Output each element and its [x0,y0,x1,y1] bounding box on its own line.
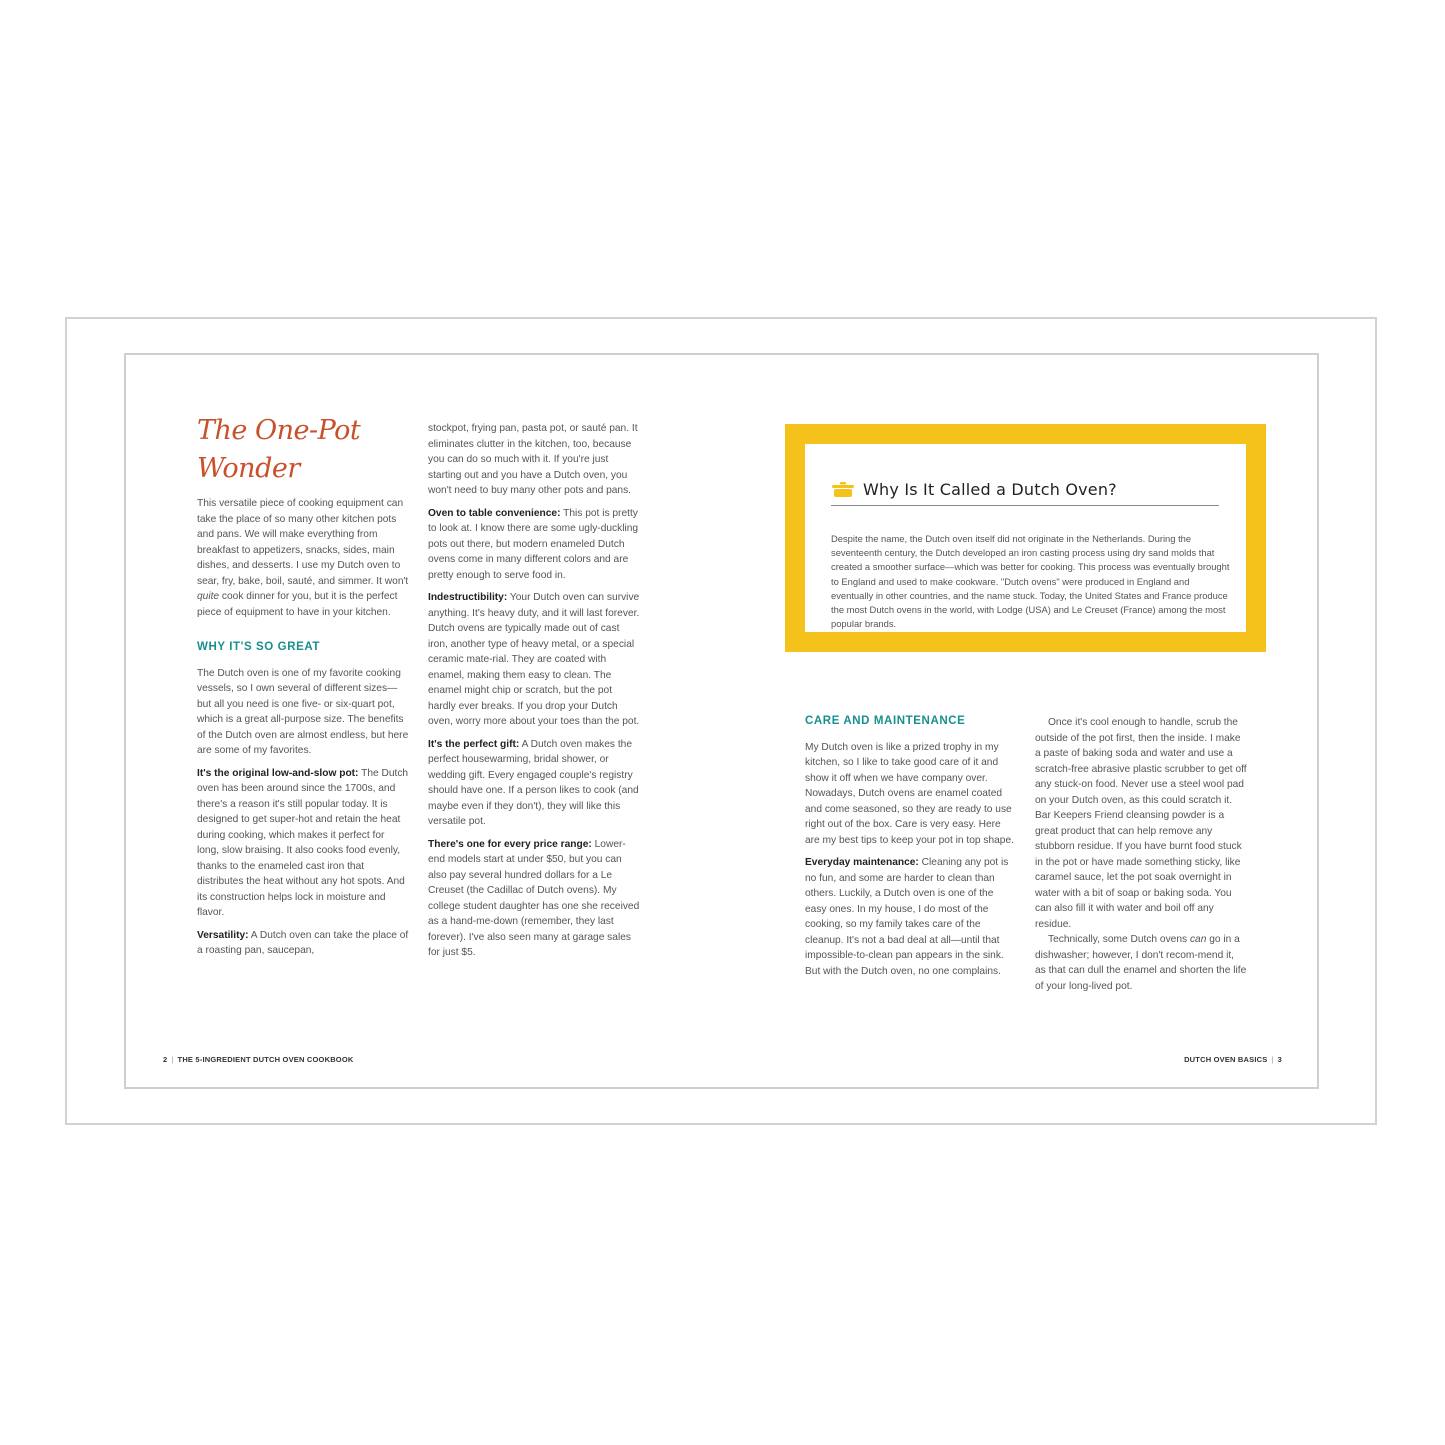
sidebar-title-row [831,480,1219,506]
left-footer: 2 | THE 5-INGREDIENT DUTCH OVEN COOKBOOK [163,1055,354,1064]
intro-paragraph: This versatile piece of cooking equipment can take the place of so many other kitchen pots and pans. We will make everything from breakfast to appetizers, snacks, sides, main dishes, and desserts. I use my Dutch oven to sear, fry, bake, boil, sauté, and simmer. It won't quite cook dinner for you, but it is the perfect piece of equipment to have in your kitchen. [197,498,409,618]
right-column-1 [805,694,1017,979]
benefit-item: Versatility: A Dutch oven can take the place of a roasting pan, saucepan, [197,929,409,956]
right-column-2 [1035,715,1247,994]
sidebar-title: Why Is It Called a Dutch Oven? [863,480,1117,499]
section-heading-why: WHY IT'S SO GREAT [197,641,321,653]
left-column-1 [197,412,409,959]
continued-paragraph: stockpot, frying pan, pasta pot, or sauté pan. It eliminates clutter in the kitchen, too, because you can do so much with it. If you're just starting out and you have a Dutch oven, you won't need to buy many other pots and pans. [428,423,638,496]
book-title: THE 5-INGREDIENT DUTCH OVEN COOKBOOK [177,1055,354,1064]
benefit-item: It's the original low-and-slow pot: The Dutch oven has been around since the 1700s, and there's a reason it's still popular today. It is designed to get super-hot and retain the heat during cooking, which makes it perfect for long, slow braising. It also cooks food evenly, thanks to the enameled cast iron that distributes the heat without any hot spots. And its construction helps lock in moisture and flavor. [197,767,409,918]
section-intro: The Dutch oven is one of my favorite cooking vessels, so I own several of different sizes—but all you need is one five- or six-quart pot, which is a great all-purpose size. The benefits of the Dutch oven are almost endless, but here are some of my favorites. [197,667,409,756]
benefit-item: There's one for every price range: Lower-end models start at under $50, but you can also pay several hundred dollars for a Le Creuset (the Cadillac of Dutch ovens). My college student daughter has one she received as a hand-me-down (remember, they last forever). I've also seen many at garage sales for just $5. [428,838,640,958]
page-title [197,412,409,488]
sidebar-body: Despite the name, the Dutch oven itself did not originate in the Netherlands. During the seventeenth century, the Dutch developed an iron casting process using dry sand molds that created a smoother surface—which was better for cooking. This process was eventually brought to England and used to make cookware. "Dutch ovens" were produced in England and eventually in other countries, and the name stuck. Today, the United States and France produce the most Dutch ovens in the world, with Lodge (USA) and Le Creuset (France) among the most popular brands. [831,533,1230,630]
sidebar-box [785,424,1266,652]
care-paragraph: Once it's cool enough to handle, scrub the outside of the pot first, then the inside. I make a paste of baking soda and water and use a scratch-free abrasive plastic scrubber to get off any stuck-on food. Never use a steel wool pad on your Dutch oven, as this could scratch it. Bar Keepers Friend cleansing powder is a great product that can help remove any stubborn residue. If you have burnt food stuck in the pot or have made something sticky, like caramel sauce, let the pot soak overnight in water with a bit of soap or baking soda. You can also fill it with water and boil off any residue. [1035,717,1247,930]
dutch-oven-icon [831,482,855,498]
page-title-line2: Wonder [197,453,300,484]
right-footer: DUTCH OVEN BASICS | 3 [1184,1055,1282,1064]
sidebar-inner [805,444,1246,632]
benefit-item: It's the perfect gift: A Dutch oven makes the perfect housewarming, bridal shower, or wedding gift. Every engaged couple's registry should have one. If a person likes to cook (and maybe even if they don't), they will like this versatile pot. [428,738,639,827]
left-column-2 [428,421,640,961]
right-page-number: 3 [1277,1055,1282,1064]
section-name: DUTCH OVEN BASICS [1184,1055,1268,1064]
care-item: Everyday maintenance: Cleaning any pot is no fun, and some are harder to clean than others. Luckily, a Dutch oven is one of the easy ones. In my house, I do most of the cooking, so my family takes care of the cleanup. It's not a bad deal at all—until that impossible-to-clean pan appears in the sink. But with the Dutch oven, no one complains. [805,857,1009,977]
left-page-number: 2 [163,1055,168,1064]
section-heading-care: CARE AND MAINTENANCE [805,715,966,727]
page-title-line1: The One-Pot [197,415,361,446]
care-paragraph: Technically, some Dutch ovens can go in a dishwasher; however, I don't recom-mend it, as that can dull the enamel and shorten the life of your long-lived pot. [1035,934,1247,992]
care-intro: My Dutch oven is like a prized trophy in my kitchen, so I like to take good care of it and show it off when we have company over. Nowadays, Dutch ovens are enamel coated and come seasoned, so they are ready to use right out of the box. Care is very easy. Here are my best tips to keep your pot in top shape. [805,741,1014,846]
benefit-item: Indestructibility: Your Dutch oven can survive anything. It's heavy duty, and it will last forever. Dutch ovens are typically made out of cast iron, another type of heavy metal, or a special ceramic mate-rial. They are coated with enamel, making them easy to clean. The enamel might chip or scratch, but the pot hardly ever breaks. If you drop your Dutch oven, worry more about your toes than the pot. [428,592,640,727]
benefit-item: Oven to table convenience: This pot is pretty to look at. I know there are some ugly-duckling pots out there, but modern enameled Dutch ovens come in many different colors and are pretty enough to serve food in. [428,507,639,581]
